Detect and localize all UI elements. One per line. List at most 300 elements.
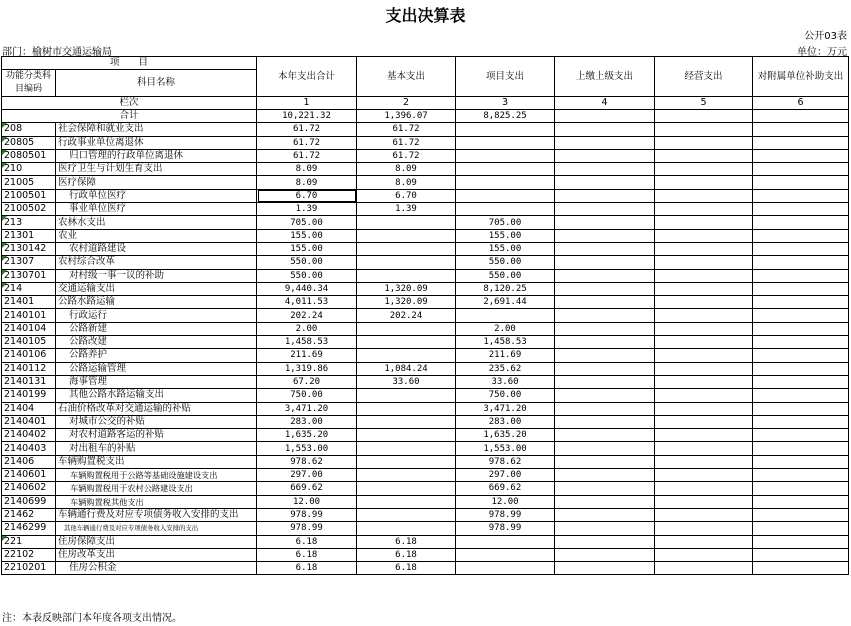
subject-name-cell[interactable]: 归口管理的行政单位离退休 — [56, 149, 257, 162]
table-row — [2, 203, 849, 216]
project-cell[interactable]: 12.00 — [456, 495, 555, 508]
business-cell[interactable] — [655, 149, 753, 162]
project-header: 项 目 — [2, 57, 257, 70]
subsidy-cell[interactable] — [753, 548, 849, 561]
business-cell[interactable] — [655, 216, 753, 229]
subject-name-cell[interactable]: 医疗保障 — [56, 176, 257, 189]
basic-cell[interactable]: 6.70 — [357, 189, 456, 202]
project-cell[interactable] — [456, 309, 555, 322]
table-row — [2, 242, 849, 255]
table-row — [2, 508, 849, 521]
total-cell[interactable]: 550.00 — [257, 256, 357, 269]
sum-subsidy[interactable] — [753, 110, 849, 123]
subject-name-cell[interactable]: 住房改革支出 — [56, 548, 257, 561]
project-cell[interactable] — [456, 149, 555, 162]
subsidy-cell[interactable] — [753, 562, 849, 575]
basic-cell[interactable]: 202.24 — [357, 309, 456, 322]
project-cell[interactable]: 211.69 — [456, 349, 555, 362]
upper-cell[interactable] — [555, 548, 655, 561]
func-code-cell[interactable]: 21406 — [2, 455, 56, 468]
subject-name-cell[interactable]: 医疗卫生与计划生育支出 — [56, 163, 257, 176]
business-cell[interactable] — [655, 415, 753, 428]
total-cell[interactable]: 202.24 — [257, 309, 357, 322]
basic-cell[interactable] — [357, 455, 456, 468]
func-code-cell[interactable]: 21401 — [2, 296, 56, 309]
basic-cell[interactable] — [357, 269, 456, 282]
business-cell[interactable] — [655, 176, 753, 189]
subsidy-cell[interactable] — [753, 482, 849, 495]
upper-cell[interactable] — [555, 282, 655, 295]
table-row — [2, 362, 849, 375]
total-cell[interactable]: 8.09 — [257, 163, 357, 176]
business-cell[interactable] — [655, 269, 753, 282]
total-cell[interactable]: 750.00 — [257, 389, 357, 402]
project-cell[interactable]: 705.00 — [456, 216, 555, 229]
col-index-3: 3 — [456, 97, 555, 110]
subject-name-cell[interactable]: 对城市公交的补贴 — [56, 415, 257, 428]
subject-name-cell[interactable]: 农林水支出 — [56, 216, 257, 229]
project-cell[interactable]: 297.00 — [456, 469, 555, 482]
business-cell[interactable] — [655, 375, 753, 388]
subsidy-cell[interactable] — [753, 296, 849, 309]
subsidy-cell[interactable] — [753, 495, 849, 508]
business-cell[interactable] — [655, 455, 753, 468]
basic-cell[interactable]: 1,320.09 — [357, 282, 456, 295]
total-cell[interactable]: 2.00 — [257, 322, 357, 335]
total-cell[interactable]: 1,319.86 — [257, 362, 357, 375]
unit-label: 单位：万元 — [797, 47, 847, 58]
project-cell[interactable]: 1,553.00 — [456, 442, 555, 455]
subject-name-cell[interactable]: 社会保障和就业支出 — [56, 123, 257, 136]
total-cell[interactable]: 9,440.34 — [257, 282, 357, 295]
subject-name-cell[interactable]: 农村道路建设 — [56, 242, 257, 255]
basic-cell[interactable] — [357, 322, 456, 335]
basic-cell[interactable]: 8.09 — [357, 163, 456, 176]
func-code-cell[interactable]: 2140401 — [2, 415, 56, 428]
subsidy-cell[interactable] — [753, 522, 849, 535]
upper-cell[interactable] — [555, 508, 655, 521]
func-code-cell[interactable]: 210 — [2, 163, 56, 176]
business-cell[interactable] — [655, 362, 753, 375]
upper-cell[interactable] — [555, 216, 655, 229]
project-cell[interactable] — [456, 136, 555, 149]
basic-cell[interactable] — [357, 429, 456, 442]
basic-cell[interactable] — [357, 242, 456, 255]
basic-cell[interactable]: 61.72 — [357, 123, 456, 136]
business-cell[interactable] — [655, 336, 753, 349]
func-code-cell[interactable]: 208 — [2, 123, 56, 136]
upper-cell[interactable] — [555, 535, 655, 548]
upper-cell[interactable] — [555, 415, 655, 428]
total-cell[interactable]: 1,635.20 — [257, 429, 357, 442]
project-cell[interactable]: 2.00 — [456, 322, 555, 335]
subject-name-cell[interactable]: 行政运行 — [56, 309, 257, 322]
subject-name-cell[interactable]: 公路养护 — [56, 349, 257, 362]
subsidy-cell[interactable] — [753, 203, 849, 216]
func-code-cell[interactable]: 21404 — [2, 402, 56, 415]
subsidy-cell[interactable] — [753, 176, 849, 189]
table-row — [2, 535, 849, 548]
total-cell[interactable]: 550.00 — [257, 269, 357, 282]
basic-cell[interactable] — [357, 495, 456, 508]
func-code-cell[interactable]: 2146299 — [2, 522, 56, 535]
subsidy-cell[interactable] — [753, 336, 849, 349]
subject-name-cell[interactable]: 公路改建 — [56, 336, 257, 349]
total-cell[interactable]: 6.18 — [257, 562, 357, 575]
upper-cell[interactable] — [555, 336, 655, 349]
business-cell[interactable] — [655, 242, 753, 255]
upper-cell[interactable] — [555, 455, 655, 468]
form-number: 公开03表 — [804, 31, 847, 42]
upper-cell[interactable] — [555, 482, 655, 495]
table-row — [2, 163, 849, 176]
business-cell[interactable] — [655, 482, 753, 495]
subject-name-cell[interactable]: 其他公路水路运输支出 — [56, 389, 257, 402]
table-row — [2, 189, 849, 202]
basic-cell[interactable]: 6.18 — [357, 548, 456, 561]
upper-cell[interactable] — [555, 256, 655, 269]
basic-cell[interactable] — [357, 349, 456, 362]
subsidy-cell[interactable] — [753, 402, 849, 415]
subsidy-cell[interactable] — [753, 216, 849, 229]
basic-cell[interactable]: 61.72 — [357, 136, 456, 149]
subsidy-cell[interactable] — [753, 282, 849, 295]
upper-cell[interactable] — [555, 163, 655, 176]
subject-name-cell[interactable]: 公路运输管理 — [56, 362, 257, 375]
project-cell[interactable]: 2,691.44 — [456, 296, 555, 309]
func-code-cell[interactable]: 213 — [2, 216, 56, 229]
subsidy-cell[interactable] — [753, 189, 849, 202]
project-cell[interactable]: 1,635.20 — [456, 429, 555, 442]
subsidy-cell[interactable] — [753, 469, 849, 482]
basic-cell[interactable] — [357, 336, 456, 349]
func-code-cell[interactable]: 2140699 — [2, 495, 56, 508]
subject-name-cell[interactable]: 事业单位医疗 — [56, 203, 257, 216]
total-cell[interactable]: 67.20 — [257, 375, 357, 388]
subsidy-cell[interactable] — [753, 535, 849, 548]
project-cell[interactable]: 235.62 — [456, 362, 555, 375]
project-cell[interactable]: 750.00 — [456, 389, 555, 402]
upper-cell[interactable] — [555, 309, 655, 322]
subject-name-cell[interactable]: 农业 — [56, 229, 257, 242]
subject-name-cell[interactable]: 行政事业单位离退休 — [56, 136, 257, 149]
upper-cell[interactable] — [555, 229, 655, 242]
subject-name-cell[interactable]: 车辆通行费及对应专项债务收入安排的支出 — [56, 508, 257, 521]
subsidy-cell[interactable] — [753, 322, 849, 335]
project-cell[interactable] — [456, 163, 555, 176]
project-cell[interactable]: 978.62 — [456, 455, 555, 468]
subsidy-cell[interactable] — [753, 442, 849, 455]
business-cell[interactable] — [655, 282, 753, 295]
business-cell[interactable] — [655, 189, 753, 202]
upper-cell[interactable] — [555, 389, 655, 402]
basic-cell[interactable]: 1,320.09 — [357, 296, 456, 309]
total-cell[interactable]: 8.09 — [257, 176, 357, 189]
subsidy-cell[interactable] — [753, 389, 849, 402]
total-cell[interactable]: 978.62 — [257, 455, 357, 468]
business-cell[interactable] — [655, 535, 753, 548]
total-cell[interactable]: 1.39 — [257, 203, 357, 216]
business-cell[interactable] — [655, 229, 753, 242]
func-code-cell[interactable]: 2130701 — [2, 269, 56, 282]
func-code-cell[interactable]: 2100502 — [2, 203, 56, 216]
upper-cell[interactable] — [555, 296, 655, 309]
basic-cell[interactable] — [357, 508, 456, 521]
business-cell[interactable] — [655, 429, 753, 442]
subsidy-cell[interactable] — [753, 362, 849, 375]
business-cell[interactable] — [655, 322, 753, 335]
upper-cell[interactable] — [555, 176, 655, 189]
func-code-cell[interactable]: 2140112 — [2, 362, 56, 375]
func-code-cell[interactable]: 2100501 — [2, 189, 56, 202]
subsidy-cell[interactable] — [753, 149, 849, 162]
total-cell[interactable]: 978.99 — [257, 522, 357, 535]
business-cell[interactable] — [655, 508, 753, 521]
project-cell[interactable]: 155.00 — [456, 242, 555, 255]
business-cell[interactable] — [655, 203, 753, 216]
subsidy-cell[interactable] — [753, 256, 849, 269]
upper-cell[interactable] — [555, 442, 655, 455]
project-cell[interactable]: 978.99 — [456, 522, 555, 535]
project-cell[interactable] — [456, 189, 555, 202]
sum-upper[interactable] — [555, 110, 655, 123]
project-cell[interactable] — [456, 562, 555, 575]
func-code-cell[interactable]: 2140104 — [2, 322, 56, 335]
upper-cell[interactable] — [555, 362, 655, 375]
total-cell[interactable]: 61.72 — [257, 149, 357, 162]
project-cell[interactable]: 978.99 — [456, 508, 555, 521]
business-cell[interactable] — [655, 349, 753, 362]
total-cell[interactable]: 1,458.53 — [257, 336, 357, 349]
business-cell[interactable] — [655, 442, 753, 455]
subject-name-cell[interactable]: 车辆购置税用于农村公路建设支出 — [56, 482, 257, 495]
subsidy-cell[interactable] — [753, 229, 849, 242]
sum-project[interactable]: 8,825.25 — [456, 110, 555, 123]
total-cell[interactable]: 3,471.20 — [257, 402, 357, 415]
upper-cell[interactable] — [555, 189, 655, 202]
subject-name-cell[interactable]: 石油价格改革对交通运输的补贴 — [56, 402, 257, 415]
department-label: 部门：榆树市交通运输局 — [2, 47, 112, 58]
basic-cell[interactable] — [357, 469, 456, 482]
subsidy-cell[interactable] — [753, 242, 849, 255]
business-cell[interactable] — [655, 469, 753, 482]
basic-cell[interactable]: 6.18 — [357, 562, 456, 575]
table-row — [2, 256, 849, 269]
subsidy-cell[interactable] — [753, 375, 849, 388]
project-cell[interactable]: 1,458.53 — [456, 336, 555, 349]
subject-name-cell[interactable]: 车辆购置税支出 — [56, 455, 257, 468]
business-cell[interactable] — [655, 495, 753, 508]
total-cell[interactable]: 61.72 — [257, 136, 357, 149]
total-cell[interactable]: 1,553.00 — [257, 442, 357, 455]
func-code-cell[interactable]: 2210201 — [2, 562, 56, 575]
business-cell[interactable] — [655, 296, 753, 309]
func-code-cell[interactable]: 2140402 — [2, 429, 56, 442]
project-cell[interactable] — [456, 548, 555, 561]
project-cell[interactable]: 550.00 — [456, 269, 555, 282]
subsidy-cell[interactable] — [753, 455, 849, 468]
basic-cell[interactable]: 61.72 — [357, 149, 456, 162]
func-code-cell[interactable]: 20805 — [2, 136, 56, 149]
upper-cell[interactable] — [555, 322, 655, 335]
func-code-cell[interactable]: 21307 — [2, 256, 56, 269]
subject-name-cell[interactable]: 公路水路运输 — [56, 296, 257, 309]
func-code-cell[interactable]: 2080501 — [2, 149, 56, 162]
basic-cell[interactable] — [357, 522, 456, 535]
project-cell[interactable] — [456, 176, 555, 189]
subject-name-cell[interactable]: 车辆购置税用于公路等基础设施建设支出 — [56, 469, 257, 482]
business-cell[interactable] — [655, 562, 753, 575]
func-code-cell[interactable]: 2130142 — [2, 242, 56, 255]
project-cell[interactable]: 8,120.25 — [456, 282, 555, 295]
business-cell[interactable] — [655, 402, 753, 415]
upper-cell[interactable] — [555, 203, 655, 216]
func-code-cell[interactable]: 2140602 — [2, 482, 56, 495]
table-row — [2, 296, 849, 309]
table-row — [2, 149, 849, 162]
business-cell[interactable] — [655, 389, 753, 402]
upper-cell[interactable] — [555, 469, 655, 482]
project-cell[interactable] — [456, 123, 555, 136]
upper-cell[interactable] — [555, 375, 655, 388]
col-index-6: 6 — [753, 97, 849, 110]
total-cell[interactable]: 12.00 — [257, 495, 357, 508]
upper-cell[interactable] — [555, 123, 655, 136]
func-code-cell[interactable]: 2140601 — [2, 469, 56, 482]
basic-cell[interactable] — [357, 256, 456, 269]
upper-cell[interactable] — [555, 429, 655, 442]
subsidy-cell[interactable] — [753, 508, 849, 521]
subject-name-cell[interactable]: 对出租车的补贴 — [56, 442, 257, 455]
upper-cell[interactable] — [555, 349, 655, 362]
table-row — [2, 216, 849, 229]
subject-name-cell[interactable]: 交通运输支出 — [56, 282, 257, 295]
subject-name-cell[interactable]: 对农村道路客运的补贴 — [56, 429, 257, 442]
business-cell[interactable] — [655, 123, 753, 136]
total-cell[interactable]: 6.18 — [257, 548, 357, 561]
total-cell[interactable]: 283.00 — [257, 415, 357, 428]
total-cell[interactable]: 4,011.53 — [257, 296, 357, 309]
sum-business[interactable] — [655, 110, 753, 123]
project-cell[interactable]: 3,471.20 — [456, 402, 555, 415]
subsidy-cell[interactable] — [753, 349, 849, 362]
subject-name-cell[interactable]: 住房公积金 — [56, 562, 257, 575]
upper-cell[interactable] — [555, 242, 655, 255]
project-cell[interactable]: 33.60 — [456, 375, 555, 388]
basic-cell[interactable] — [357, 389, 456, 402]
business-cell[interactable] — [655, 548, 753, 561]
subject-name-cell[interactable]: 车辆购置税其他支出 — [56, 495, 257, 508]
subsidy-cell[interactable] — [753, 163, 849, 176]
upper-cell[interactable] — [555, 402, 655, 415]
subject-name-cell[interactable]: 农村综合改革 — [56, 256, 257, 269]
total-cell[interactable]: 6.70 — [257, 189, 357, 202]
project-cell[interactable]: 155.00 — [456, 229, 555, 242]
business-cell[interactable] — [655, 163, 753, 176]
table-row — [2, 469, 849, 482]
func-code-cell[interactable]: 2140105 — [2, 336, 56, 349]
project-cell[interactable] — [456, 535, 555, 548]
total-cell[interactable]: 61.72 — [257, 123, 357, 136]
footnote: 注：本表反映部门本年度各项支出情况。 — [2, 613, 182, 624]
subject-name-cell[interactable]: 公路新建 — [56, 322, 257, 335]
basic-cell[interactable] — [357, 415, 456, 428]
sum-total[interactable]: 10,221.32 — [257, 110, 357, 123]
basic-cell[interactable] — [357, 482, 456, 495]
upper-cell[interactable] — [555, 269, 655, 282]
subsidy-cell[interactable] — [753, 415, 849, 428]
basic-cell[interactable] — [357, 229, 456, 242]
total-header: 本年支出合计 — [257, 57, 357, 97]
basic-cell[interactable] — [357, 442, 456, 455]
func-code-cell[interactable]: 2140131 — [2, 375, 56, 388]
subject-name-cell[interactable]: 住房保障支出 — [56, 535, 257, 548]
total-cell[interactable]: 6.18 — [257, 535, 357, 548]
basic-cell[interactable]: 8.09 — [357, 176, 456, 189]
project-cell[interactable]: 669.62 — [456, 482, 555, 495]
func-code-cell[interactable]: 2140403 — [2, 442, 56, 455]
basic-cell[interactable] — [357, 216, 456, 229]
func-code-cell[interactable]: 221 — [2, 535, 56, 548]
business-cell[interactable] — [655, 136, 753, 149]
upper-cell[interactable] — [555, 522, 655, 535]
table-row — [2, 482, 849, 495]
subject-name-cell[interactable]: 海事管理 — [56, 375, 257, 388]
func-code-cell[interactable]: 21462 — [2, 508, 56, 521]
subject-name-cell[interactable]: 其他车辆通行费及对应专项债务收入安排的支出 — [56, 522, 257, 535]
business-cell[interactable] — [655, 256, 753, 269]
total-cell[interactable]: 155.00 — [257, 242, 357, 255]
upper-cell[interactable] — [555, 562, 655, 575]
total-cell[interactable]: 669.62 — [257, 482, 357, 495]
subject-name-cell[interactable]: 行政单位医疗 — [56, 189, 257, 202]
business-cell[interactable] — [655, 522, 753, 535]
subsidy-header: 对附属单位补助支出 — [753, 57, 849, 97]
project-cell[interactable]: 550.00 — [456, 256, 555, 269]
total-cell[interactable]: 978.99 — [257, 508, 357, 521]
basic-cell[interactable]: 6.18 — [357, 535, 456, 548]
total-cell[interactable]: 297.00 — [257, 469, 357, 482]
business-cell[interactable] — [655, 309, 753, 322]
total-cell[interactable]: 155.00 — [257, 229, 357, 242]
total-cell[interactable]: 705.00 — [257, 216, 357, 229]
upper-cell[interactable] — [555, 136, 655, 149]
func-code-cell[interactable]: 22102 — [2, 548, 56, 561]
project-cell[interactable]: 283.00 — [456, 415, 555, 428]
upper-cell[interactable] — [555, 149, 655, 162]
subsidy-cell[interactable] — [753, 269, 849, 282]
func-code-cell[interactable]: 214 — [2, 282, 56, 295]
subject-name-cell[interactable]: 对村级一事一议的补助 — [56, 269, 257, 282]
func-code-cell[interactable]: 2140101 — [2, 309, 56, 322]
sum-basic[interactable]: 1,396.07 — [357, 110, 456, 123]
basic-cell[interactable]: 1,084.24 — [357, 362, 456, 375]
basic-cell[interactable] — [357, 402, 456, 415]
subsidy-cell[interactable] — [753, 136, 849, 149]
subsidy-cell[interactable] — [753, 309, 849, 322]
upper-cell[interactable] — [555, 495, 655, 508]
project-cell[interactable] — [456, 203, 555, 216]
subsidy-cell[interactable] — [753, 429, 849, 442]
func-code-cell[interactable]: 2140199 — [2, 389, 56, 402]
total-cell[interactable]: 211.69 — [257, 349, 357, 362]
subsidy-cell[interactable] — [753, 123, 849, 136]
basic-cell[interactable]: 1.39 — [357, 203, 456, 216]
func-code-cell[interactable]: 21301 — [2, 229, 56, 242]
func-code-cell[interactable]: 21005 — [2, 176, 56, 189]
basic-cell[interactable]: 33.60 — [357, 375, 456, 388]
func-code-cell[interactable]: 2140106 — [2, 349, 56, 362]
